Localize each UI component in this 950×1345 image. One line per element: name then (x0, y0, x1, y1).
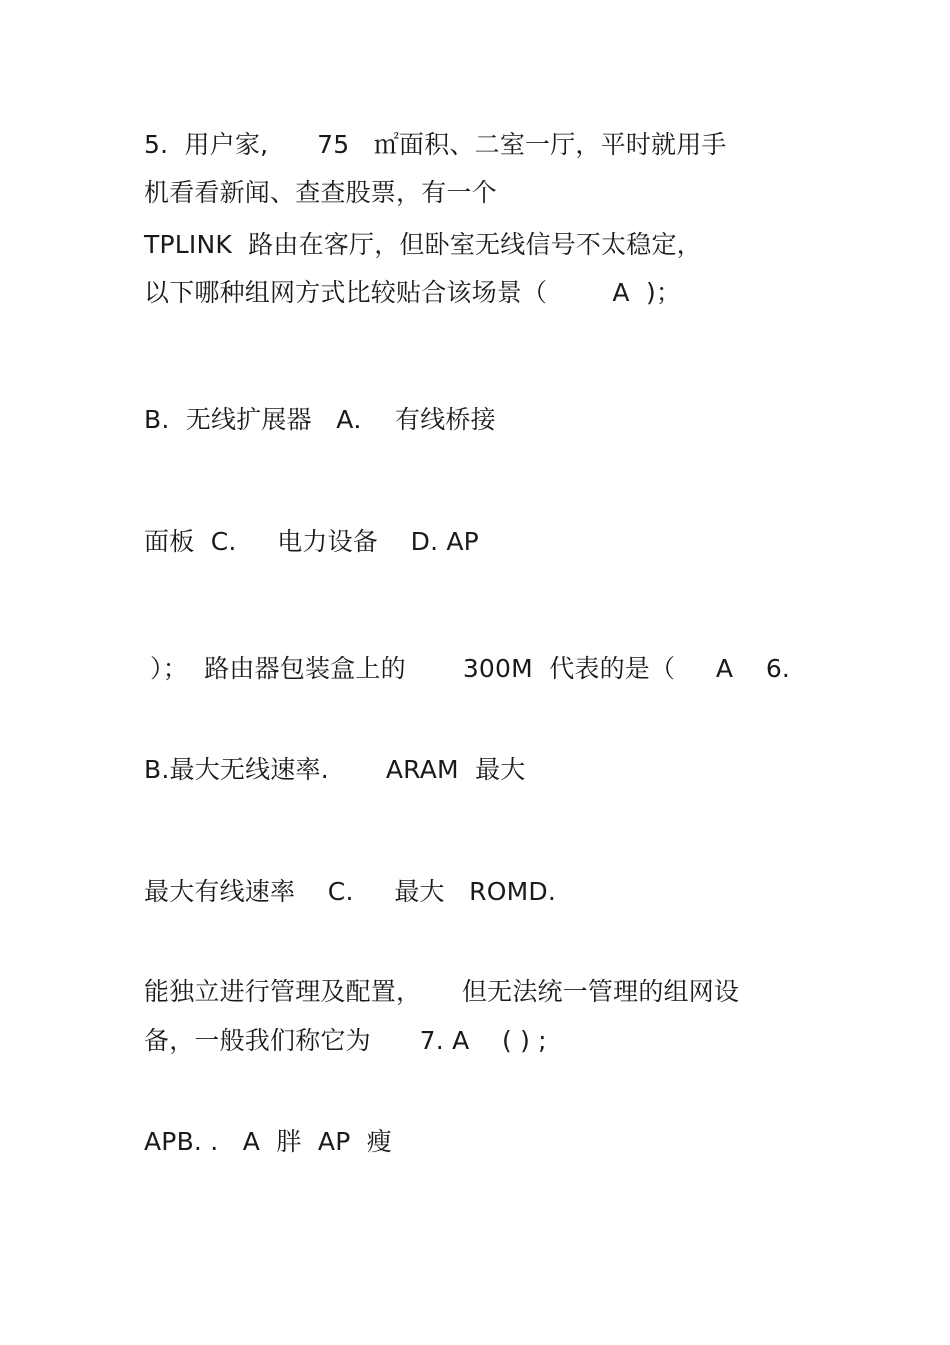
question-5-line-3: TPLINK 路由在客厅，但卧室无线信号不太稳定， (144, 230, 702, 259)
question-6-options-2: 最大有线速率 C. 最大 ROMD. (144, 877, 556, 906)
question-6-line: ）； 路由器包装盒上的 300M 代表的是（ A 6. (150, 654, 791, 683)
question-5-options-1: B. 无线扩展器 A． 有线桥接 (144, 405, 496, 434)
question-7-options: APB. . A 胖 AP 瘦 (144, 1127, 392, 1156)
question-5-line-1: 5. 用户家, 75 ㎡面积、二室一厅，平时就用手 (144, 130, 727, 159)
question-7-line-1: 能独立进行管理及配置， 但无法统一管理的组网设 (144, 977, 740, 1006)
question-7-line-2: 备，一般我们称它为 7. A ( ) ; (144, 1026, 547, 1055)
question-5-options-2: 面板 C. 电力设备 D. AP (144, 527, 479, 556)
question-5-line-4: 以下哪种组网方式比较贴合该场景（ A )； (144, 278, 682, 307)
question-6-options-1: B.最大无线速率. ARAM 最大 (144, 755, 526, 784)
question-5-line-2: 机看看新闻、查查股票，有一个 (144, 178, 497, 207)
